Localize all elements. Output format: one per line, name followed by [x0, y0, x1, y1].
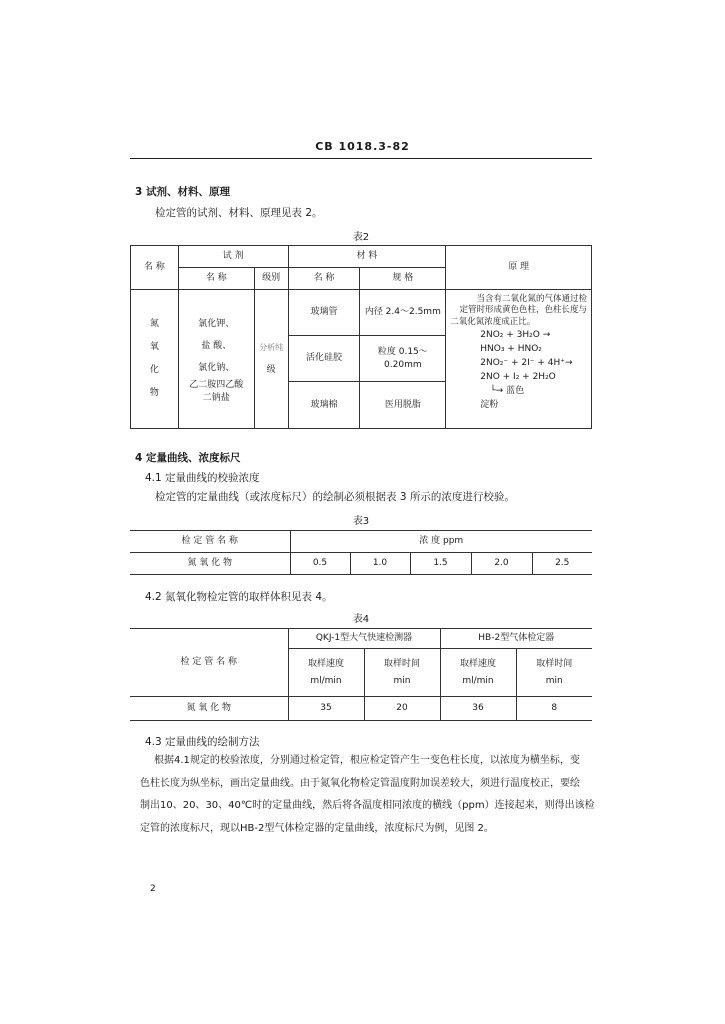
- table-3-caption: 表3: [352, 516, 370, 527]
- table-3-value: 2.0: [471, 553, 532, 575]
- table-3-value: 1.5: [410, 553, 471, 575]
- table-2-principle: 当含有二氧化氮的气体通过检 定管时形成黄色色柱，色柱长度与 二氧化氮浓度成正比。 2NO₂ + 3H₂O → HNO₃ + HNO₂ 2NO₂⁻ + 2I⁻ + 4H⁺→ 2NO + I₂ + 2H₂O └→ 蓝色 淀粉: [446, 290, 592, 429]
- section-4-1-text: 检定管的定量曲线（或浓度标尺）的绘制必须根据表 3 所示的浓度进行校验。: [155, 491, 515, 503]
- header-rule: [130, 158, 592, 159]
- table-3-head-name: 检 定 管 名 称: [130, 531, 290, 553]
- table-2-head-principle: 原 理: [446, 246, 592, 290]
- section-4-3-body: 根据4.1规定的校验浓度，分别通过检定管，根应检定管产生一变色柱长度，以浓度为横坐标，变 色柱长度为纵坐标，画出定量曲线。由于氮氧化物检定管温度附加误差较大，须进行温度校正，要绘 制出10、20、30、40℃时的定量曲线，然后将各温度相同浓度的横线（ppm）连接起来，则得出该检 定管的浓度标尺，现以HB-2型气体检定器的定量曲线，浓度标尺为例，见图 2。: [140, 755, 595, 834]
- table-4-head-name: 检 定 管 名 称: [130, 629, 288, 697]
- table-4-value: 36: [440, 697, 516, 721]
- table-4-row-label: 氮 氧 化 物: [130, 697, 288, 721]
- table-3-value: 0.5: [290, 553, 350, 575]
- table-2-grade: 分析纯 级: [254, 290, 288, 429]
- table-3-row-label: 氮 氧 化 物: [130, 553, 290, 575]
- table-3-value: 2.5: [532, 553, 592, 575]
- table-2-head-reagent: 试 剂: [178, 246, 288, 268]
- table-4-sub-2b: 取样时间 min: [516, 649, 592, 697]
- table-2-material-spec-2: 粒度 0.15～0.20mm: [360, 336, 446, 382]
- reaction-equations: 2NO₂ + 3H₂O → HNO₃ + HNO₂ 2NO₂⁻ + 2I⁻ + 4H⁺→ 2NO + I₂ + 2H₂O └→ 蓝色 淀粉: [480, 330, 573, 411]
- section-4-heading: 4 定量曲线、浓度标尺: [135, 452, 241, 464]
- section-4-2-heading: 4.2 氮氧化物检定管的取样体积见表 4。: [145, 591, 333, 603]
- section-4-1-heading: 4.1 定量曲线的校验浓度: [145, 472, 260, 484]
- table-2: [130, 245, 592, 429]
- table-2-material-name-2: 活化硅胶: [288, 336, 360, 382]
- table-3-head-conc: 浓 度 ppm: [290, 531, 592, 553]
- table-4-sub-1a: 取样速度 ml/min: [288, 649, 364, 697]
- table-4-sub-1b: 取样时间 min: [364, 649, 440, 697]
- table-2-material-spec-1: 内径 2.4～2.5mm: [360, 290, 446, 336]
- table-3: [130, 530, 592, 575]
- table-2-sub-grade: 级别: [254, 268, 288, 290]
- table-2-row-name: 氮 氧 化 物: [131, 290, 179, 429]
- table-4-value: 35: [288, 697, 364, 721]
- table-2-caption: 表2: [352, 232, 370, 243]
- table-4-value: 8: [516, 697, 592, 721]
- section-3-intro: 检定管的试剂、材料、原理见表 2。: [155, 207, 323, 219]
- table-4-group-1: QKJ-1型大气快速检测器: [288, 629, 440, 649]
- table-2-reagents: 氯化钾、 盐 酸、 氯化钠、 乙二胺四乙酸 二钠盐: [178, 290, 254, 429]
- document-code: CB 1018.3-82: [315, 140, 410, 153]
- table-2-sub-name: 名 称: [178, 268, 254, 290]
- section-3-heading: 3 试剂、材料、原理: [135, 186, 230, 198]
- table-3-value: 1.0: [350, 553, 410, 575]
- table-2-material-spec-3: 医用脱脂: [360, 382, 446, 429]
- table-4-sub-2a: 取样速度 ml/min: [440, 649, 516, 697]
- table-2-mat-name: 名 称: [288, 268, 360, 290]
- table-4-caption: 表4: [352, 614, 370, 625]
- table-2-head-name: 名 称: [131, 246, 179, 290]
- table-4-group-2: HB-2型气体检定器: [440, 629, 592, 649]
- table-2-material-name-1: 玻璃管: [288, 290, 360, 336]
- table-4-value: 20: [364, 697, 440, 721]
- table-2-mat-spec: 规 格: [360, 268, 446, 290]
- page-number: 2: [150, 884, 156, 894]
- table-4: [130, 628, 592, 721]
- section-4-3-heading: 4.3 定量曲线的绘制方法: [145, 736, 260, 748]
- table-2-head-material: 材 料: [288, 246, 446, 268]
- table-2-material-name-3: 玻璃棉: [288, 382, 360, 429]
